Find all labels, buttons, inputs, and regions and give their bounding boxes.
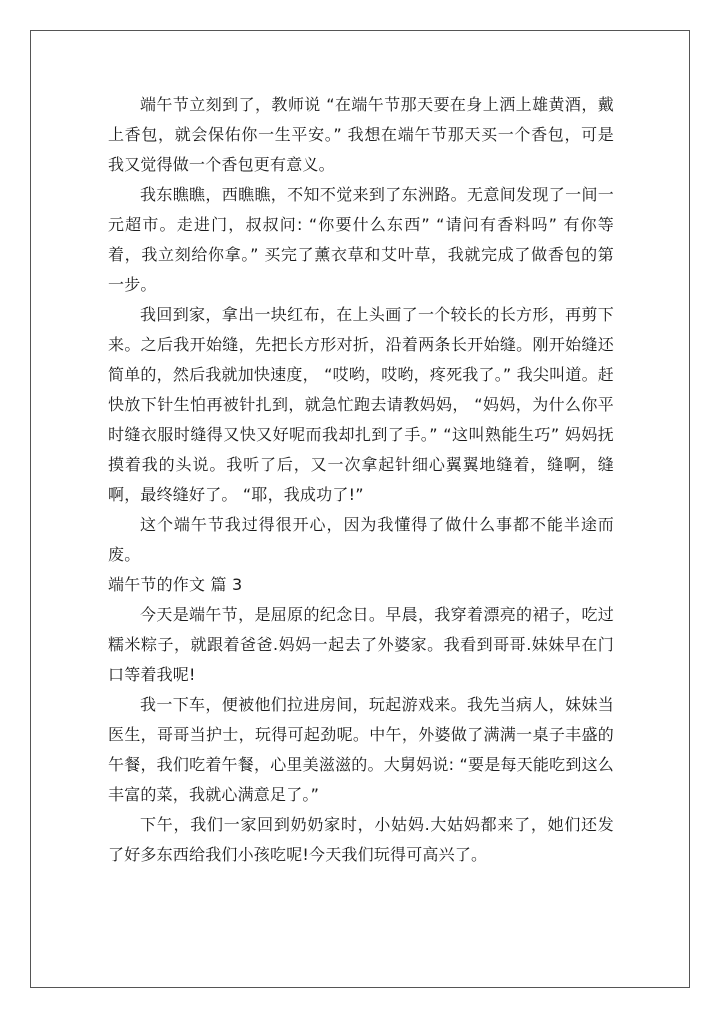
paragraph-3: 我回到家，拿出一块红布，在上头画了一个较长的长方形，再剪下来。之后我开始缝，先把长方形对折，沿着两条长开始缝。刚开始缝还简单的，然后我就加快速度， “哎哟，哎哟，疼死我了。” 我尖叫道。赶快放下针生怕再被针扎到，就急忙跑去请教妈妈， “妈妈，为什么你平时缝衣服时缝得又快又好呢而我却扎到了手。” “这叫熟能生巧” 妈妈抚摸着我的头说。我听了后，又一次拿起针细心翼翼地缝着，缝啊，缝啊，最终缝好了。 “耶，我成功了!”	[108, 305, 614, 504]
paragraph-7: 下午，我们一家回到奶奶家时，小姑妈.大姑妈都来了，她们还发了好多东西给我们小孩吃呢!今天我们玩得可高兴了。	[108, 815, 614, 864]
paragraph-1: 端午节立刻到了，教师说 “在端午节那天要在身上洒上雄黄酒，戴上香包，就会保佑你一生平安。” 我想在端午节那天买一个香包，可是我又觉得做一个香包更有意义。	[108, 95, 614, 174]
paragraph-6: 我一下车，便被他们拉进房间，玩起游戏来。我先当病人，妹妹当医生，哥哥当护士，玩得可起劲呢。中午，外婆做了满满一桌子丰盛的午餐，我们吃着午餐，心里美滋滋的。大舅妈说: “要是每天能吃到这么丰富的菜，我就心满意足了。”	[108, 695, 614, 804]
document-body	[108, 90, 614, 870]
section-heading: 端午节的作文 篇 3	[108, 575, 243, 594]
paragraph-2: 我东瞧瞧，西瞧瞧，不知不觉来到了东洲路。无意间发现了一间一元超市。走进门，叔叔问: “你要什么东西” “请问有香料吗” 有你等着，我立刻给你拿。” 买完了薰衣草和艾叶草，我就完成了做香包的第一步。	[108, 185, 614, 294]
paragraph-4: 这个端午节我过得很开心，因为我懂得了做什么事都不能半途而废。	[108, 515, 614, 564]
paragraph-5: 今天是端午节，是屈原的纪念日。早晨，我穿着漂亮的裙子，吃过糯米粽子，就跟着爸爸.妈妈一起去了外婆家。我看到哥哥.妹妹早在门口等着我呢!	[108, 605, 614, 684]
